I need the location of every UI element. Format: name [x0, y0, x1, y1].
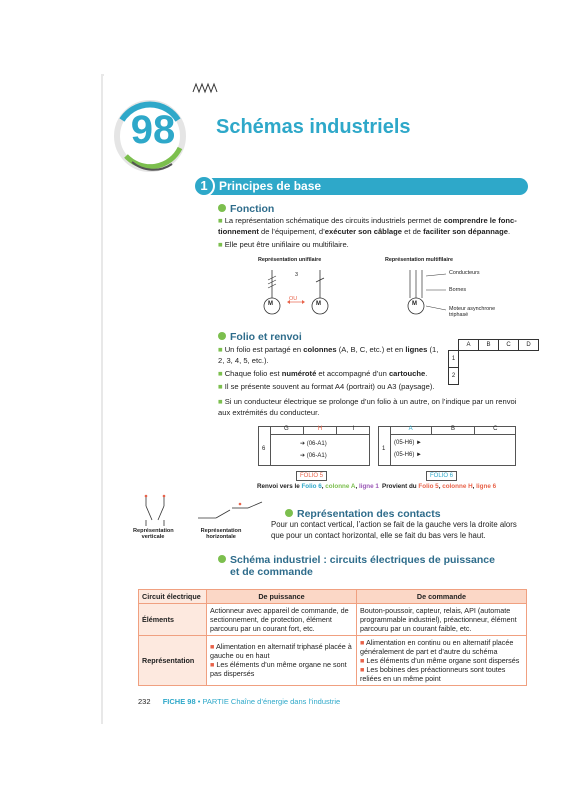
label-multifilaire: Représentation multifilaire — [385, 257, 453, 263]
folio-paragraph-1: ■ Un folio est partagé en colonnes (A, B, C, etc.) et en lignes (1, 2, 3, 4, 5, etc.). — [218, 345, 439, 365]
folio6-col-b: B — [432, 426, 474, 434]
grid-row: 1 — [449, 351, 459, 368]
section-title: Principes de base — [219, 179, 322, 193]
cap-text: Folio 6 — [301, 483, 322, 490]
cell-bullet: ■ Les éléments d’un même organe sont dispersés — [360, 656, 520, 665]
folio-paragraph-3: ■ Il se présente souvent au format A4 (portrait) ou A3 (paysage). — [218, 382, 435, 391]
fonction-paragraph-2: ■ Elle peut être unifilaire ou multifilaire. — [218, 240, 349, 249]
cell-text: Les bobines des préactionneurs sont toutes reliées en un même point — [360, 665, 506, 683]
folio5-col-i: I — [352, 426, 355, 432]
grid-col: B — [479, 340, 499, 351]
row-label: Éléments — [139, 604, 207, 636]
footer-sep: • — [195, 697, 203, 706]
motor-unif-1 — [264, 270, 280, 314]
folio6-row: 1 — [382, 446, 386, 452]
text-bold: cartouche — [388, 369, 426, 378]
cell-bullet: ■ Les éléments d’un même organe ne sont pas dispersés — [210, 660, 347, 678]
folio6-col-c: C — [493, 426, 498, 432]
table-row — [139, 636, 527, 686]
text-run: Chaque folio est — [224, 369, 282, 378]
text-run: et de — [402, 226, 424, 236]
bullet-dot — [218, 204, 226, 212]
label-conducteurs: Conducteurs — [449, 270, 480, 276]
footer-fiche: FICHE 98 — [162, 697, 196, 706]
text-run: . — [425, 369, 428, 378]
text-bold: lignes — [405, 345, 428, 354]
folio6-caption — [382, 483, 496, 490]
text-run: . — [507, 226, 511, 236]
contacts-paragraph: Pour un contact vertical, l’action se fait de la gauche vers la droite alors que pour un contact horizontal, elle se fait du bas vers le haut. — [271, 520, 517, 540]
text-run: (1, 2, 3, 4, 5, etc.). — [218, 345, 439, 365]
heading-fonction — [218, 203, 274, 215]
section-number: 1 — [193, 175, 215, 197]
ref-text: (06-A1) — [306, 441, 327, 447]
heading-text: Folio et renvoi — [230, 331, 302, 343]
bullet-dot — [218, 555, 226, 563]
table-cell: Bouton-poussoir, capteur, relais, API (automate programmable industriel), préactionneur, élément parcouru par un courant faible, etc. — [357, 604, 527, 636]
folio-paragraph-4: ■ Si un conducteur électrique se prolonge d’un folio à un autre, on l’indique par un renvoi aux extrémités du conducteur. — [218, 397, 517, 417]
header-cell: De puissance — [207, 590, 357, 604]
folio6-header — [390, 426, 516, 435]
folio6-col-a: A — [390, 426, 432, 434]
cell-bullet: ■ Alimentation en alternatif triphasé placée à gauche ou en haut — [210, 642, 352, 660]
label-bornes: Bornes — [449, 287, 467, 293]
cap-text: Renvoi vers le — [257, 483, 302, 490]
table-header-row — [139, 590, 527, 604]
heading-schema-line2: et de commande — [230, 566, 313, 578]
folio5-ref-1: ➔ (06-A1) — [300, 441, 327, 447]
text-run: Un folio est partagé en — [224, 345, 304, 354]
cap-text: colonne H — [442, 483, 473, 490]
motor-multi — [408, 270, 446, 314]
heading-text: Schéma industriel : circuits électriques de puissance — [230, 554, 495, 566]
grid-row: 2 — [449, 368, 459, 385]
cap-text: , — [438, 483, 443, 490]
cell-text: Les éléments d’un même organe sont dispersés — [366, 656, 520, 665]
cap-text: , — [355, 483, 359, 490]
vertical-contact-symbol — [145, 495, 166, 526]
header-cell: De commande — [357, 590, 527, 604]
text-bold: exécuter son câblage — [324, 226, 403, 236]
label-unifilaire: Représentation unifilaire — [258, 257, 322, 263]
folio5-divider — [270, 426, 271, 466]
motor-label-1: M — [268, 301, 273, 307]
motor-label-3: M — [412, 301, 417, 307]
page-number: 232 — [138, 697, 151, 706]
text-run: (A, B, C, etc.) et en — [336, 345, 406, 354]
heading-schema — [218, 554, 495, 566]
cell-bullet: ■ Les bobines des préactionneurs sont toutes reliées en un même point — [360, 665, 506, 683]
cap-text: Provient du — [382, 483, 419, 490]
label-vertical: Représentation verticale — [133, 528, 174, 540]
table-cell — [207, 636, 357, 686]
ou-label: OU — [289, 296, 298, 302]
page-footer — [138, 697, 340, 706]
heading-contacts — [285, 508, 441, 520]
heading-folio — [218, 331, 302, 343]
motor-label-2: M — [316, 301, 321, 307]
folio5-header — [270, 426, 370, 435]
horizontal-contact-symbol — [198, 502, 262, 518]
folio5-label: FOLIO 5 — [296, 471, 327, 481]
folio5-row: 6 — [262, 446, 266, 452]
table-cell: Actionneur avec appareil de commande, de sectionnement, de protection, élément parcouru par un courant fort, etc. — [207, 604, 357, 636]
label-horizontal: Représentation horizontale — [200, 528, 242, 540]
cap-text: ligne 1 — [358, 483, 379, 490]
cap-text: colonne A — [325, 483, 356, 490]
header-cell: Circuit électrique — [139, 590, 207, 604]
text-bold: comprendre le fonc-tionnement — [218, 216, 517, 236]
bullet-dot — [218, 332, 226, 340]
cell-text: Alimentation en alternatif triphasé placée à gauche ou en haut — [210, 642, 352, 660]
fiche-number: 98 — [130, 108, 176, 152]
label-moteur: Moteur asynchrone triphasé — [449, 306, 496, 318]
page-title: Schémas industriels — [216, 116, 411, 138]
cap-text: Folio 5 — [418, 483, 439, 490]
heading-text: Représentation des contacts — [297, 508, 441, 520]
fonction-paragraph-1: ■ La représentation schématique des circuits industriels permet de comprendre le fonc-tionnement de l’équipement, d’exécuter son câblage et de faciliter son dépannage. — [218, 216, 517, 236]
row-label: Représentation — [139, 636, 207, 686]
text-run: Si un conducteur électrique se prolonge d’un folio à un autre, on l’indique par un renvoi aux extrémités du conducteur. — [218, 397, 517, 417]
cap-text: ligne 6 — [476, 483, 497, 490]
folio6-label: FOLIO 6 — [426, 471, 457, 481]
text-run: de l’équipement, d’ — [258, 226, 325, 236]
grid-col: C — [499, 340, 519, 351]
text-run: et accompagné d’un — [316, 369, 389, 378]
text-run: La représentation schématique des circuits industriels permet de — [224, 216, 444, 225]
text-bold: numéroté — [281, 369, 317, 378]
cell-bullet: ■ Alimentation en continu ou en alternatif placée généralement de part et d’autre du schéma — [360, 638, 514, 656]
grid-col: A — [459, 340, 479, 351]
contact-symbols — [136, 494, 276, 528]
footer-partie: PARTIE Chaîne d’énergie dans l’industrie — [202, 697, 341, 706]
folio5-caption — [257, 483, 379, 490]
cell-text: Alimentation en continu ou en alternatif placée généralement de part et d’autre du schéma — [360, 638, 514, 656]
text-bold: faciliter son dépannage — [423, 226, 508, 236]
text-bold: colonnes — [303, 345, 337, 354]
grid-col: D — [519, 340, 539, 351]
label-three: 3 — [295, 272, 298, 278]
cell-text: Les éléments d’un même organe ne sont pas dispersés — [210, 660, 347, 678]
folio6-divider — [390, 426, 391, 466]
ref-text: (05-H6) — [394, 440, 415, 446]
folio6-ref-2: (05-H6) ► — [394, 452, 422, 458]
schema-table — [138, 589, 527, 686]
folio-grid — [448, 339, 539, 385]
text-run: Il se présente souvent au format A4 (portrait) ou A3 (paysage). — [224, 382, 435, 391]
ref-text: (06-A1) — [306, 453, 327, 459]
wiggle-decoration — [192, 80, 218, 94]
cap-text: , — [321, 483, 326, 490]
table-cell — [357, 636, 527, 686]
folio6-ref-1: (05-H6) ► — [394, 440, 422, 446]
motor-unif-2 — [312, 270, 328, 314]
folio5-col-h: H — [304, 426, 338, 434]
bullet-dot — [285, 509, 293, 517]
folio-paragraph-2: ■ Chaque folio est numéroté et accompagné d’un cartouche. — [218, 369, 428, 378]
ref-text: (05-H6) — [394, 452, 415, 458]
folio5-ref-2: ➔ (06-A1) — [300, 453, 327, 459]
text-run: Elle peut être unifilaire ou multifilaire. — [224, 240, 349, 249]
heading-text: Fonction — [230, 203, 275, 215]
cap-text: , — [472, 483, 477, 490]
folio5-col-g: G — [270, 426, 304, 434]
table-row — [139, 604, 527, 636]
